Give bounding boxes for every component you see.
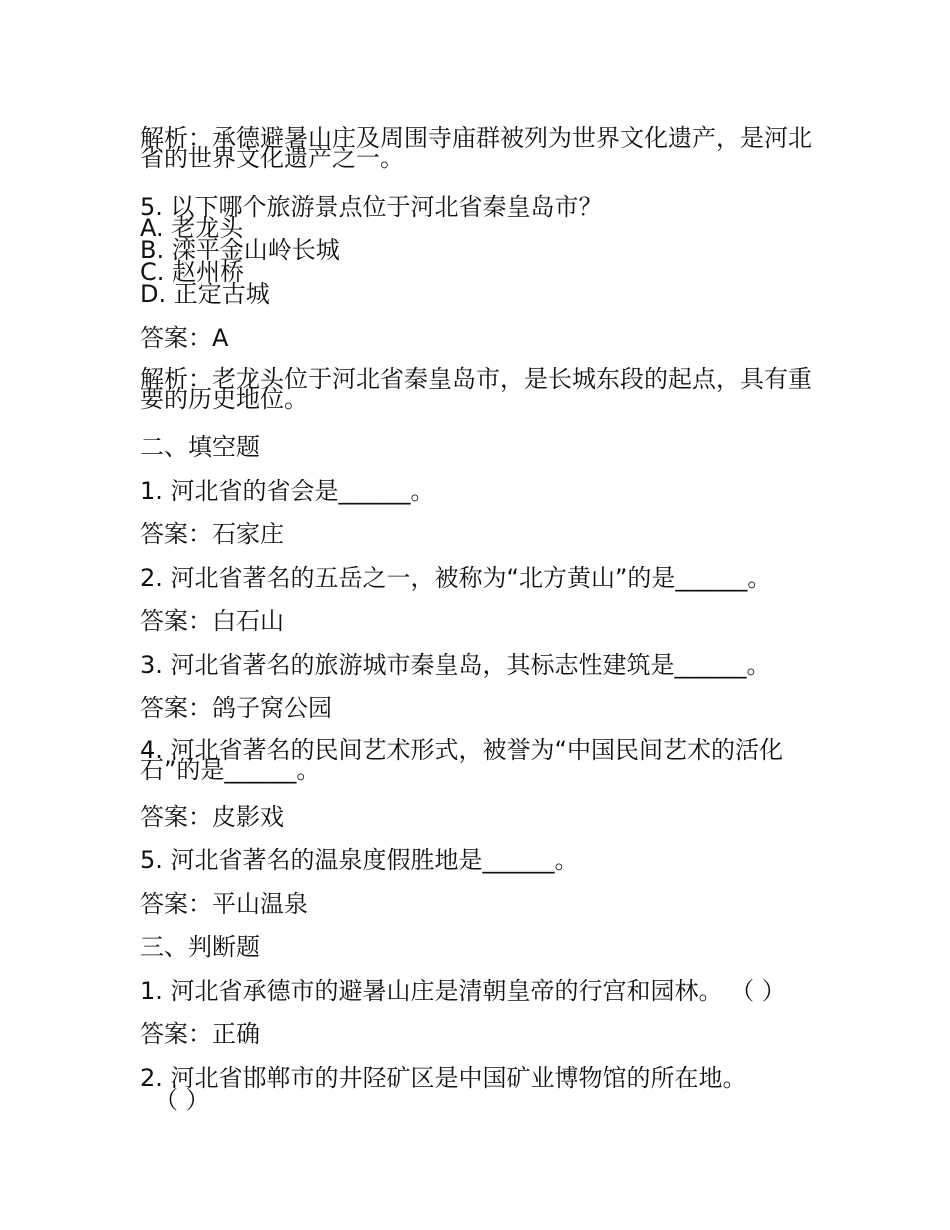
option-c: C. 赵州桥 [140,258,245,286]
answer-line: 答案：平山温泉 [140,890,308,918]
answer-line: 答案：石家庄 [140,520,284,548]
fill-blank-question: 4. 河北省著名的民间艺术形式，被誉为“中国民间艺术的活化石”的是______。 [140,736,783,784]
option-d: D. 正定古城 [140,280,270,308]
option-b: B. 滦平金山岭长城 [140,236,340,264]
fill-blank-question: 2. 河北省著名的五岳之一，被称为“北方黄山”的是______。 [140,564,772,592]
answer-line: 答案：白石山 [140,607,284,635]
answer-line: 答案：正确 [140,1020,260,1048]
analysis-paragraph: 解析：承德避暑山庄及周围寺庙群被列为世界文化遗产，是河北省的世界文化遗产之一。 [140,124,812,172]
section-heading: 三、判断题 [140,933,260,961]
answer-line: 答案：皮影戏 [140,803,284,831]
true-false-question: 2. 河北省邯郸市的井陉矿区是中国矿业博物馆的所在地。 [140,1064,747,1092]
answer-blank: （ ） [154,1086,210,1114]
section-heading: 二、填空题 [140,433,260,461]
option-a: A. 老龙头 [140,214,244,242]
answer-line: 答案：鸽子窝公园 [140,694,332,722]
fill-blank-question: 1. 河北省的省会是______。 [140,477,435,505]
analysis-paragraph: 解析：老龙头位于河北省秦皇岛市，是长城东段的起点，具有重要的历史地位。 [140,365,812,413]
fill-blank-question: 5. 河北省著名的温泉度假胜地是______。 [140,846,579,874]
question-5-stem: 5. 以下哪个旅游景点位于河北省秦皇岛市？ [140,193,603,221]
fill-blank-question: 3. 河北省著名的旅游城市秦皇岛，其标志性建筑是______。 [140,651,771,679]
true-false-question: 1. 河北省承德市的避暑山庄是清朝皇帝的行宫和园林。 （ ） [140,977,786,1005]
answer-line: 答案：A [140,324,229,352]
